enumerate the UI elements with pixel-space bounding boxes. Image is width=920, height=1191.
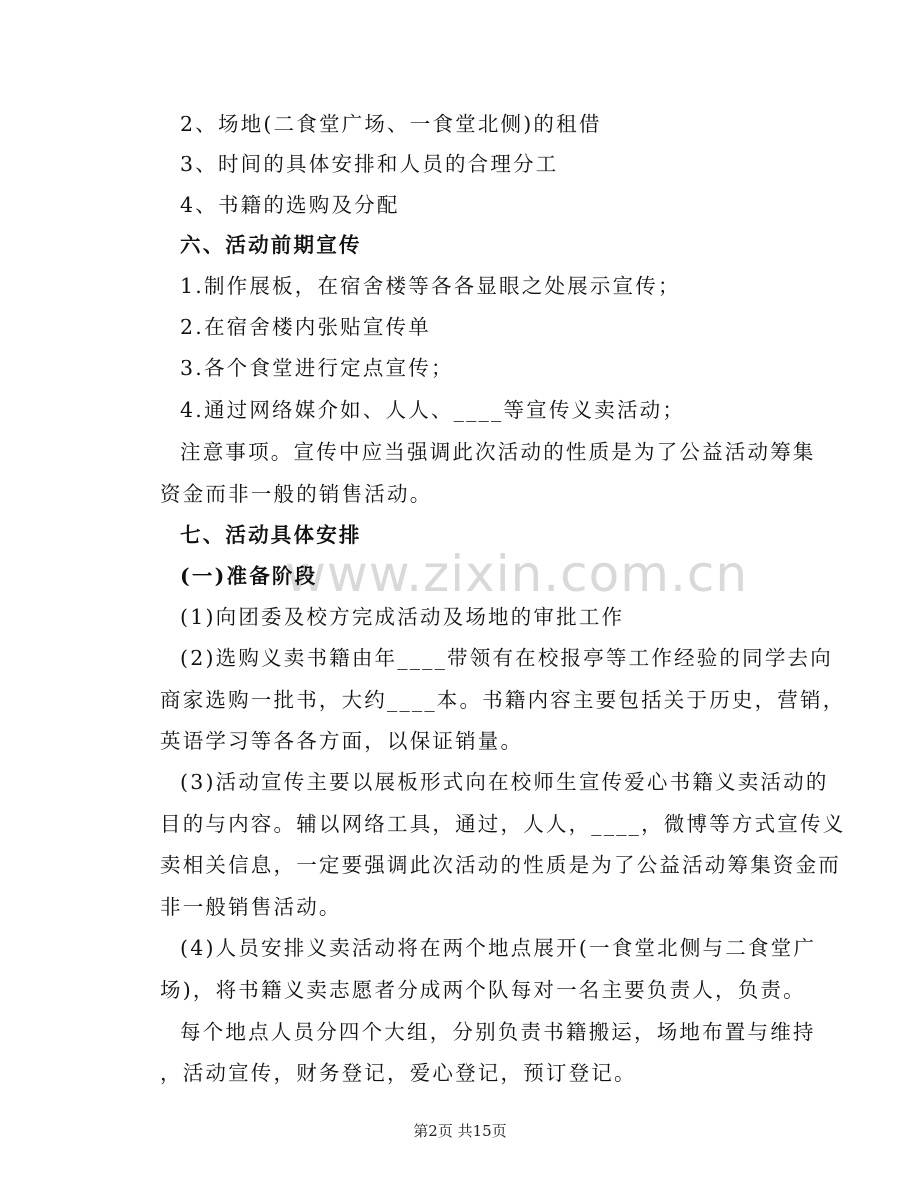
watermark: www.zixin.com.cn <box>285 545 749 603</box>
paragraph-publicity-cont-2: 卖相关信息，一定要强调此次活动的性质是为了公益活动筹集资金而 <box>160 853 841 877</box>
paragraph-purchase-cont-1: 商家选购一批书，大约____本。书籍内容主要包括关于历史，营销， <box>160 688 846 712</box>
page-number: 第2页 共15页 <box>413 1122 507 1140</box>
paragraph-groups-cont: ，活动宣传，财务登记，爱心登记，预订登记。 <box>160 1061 637 1085</box>
list-item-flyers: 2.在宿舍楼内张贴宣传单 <box>180 315 431 339</box>
list-item-approval: (1)向团委及校方完成活动及场地的审批工作 <box>180 605 625 629</box>
list-item-canteen: 3.各个食堂进行定点宣传； <box>180 356 454 380</box>
subsection-heading-preparation: (一)准备阶段 <box>180 564 318 588</box>
paragraph-staffing: (4)人员安排义卖活动将在两个地点展开(一食堂北侧与二食堂广 <box>180 936 817 960</box>
paragraph-staffing-cont: 场)，将书籍义卖志愿者分成两个队每对一名主要负责人，负责。 <box>160 978 806 1002</box>
paragraph-groups: 每个地点人员分四个大组，分别负责书籍搬运，场地布置与维持 <box>180 1020 816 1044</box>
paragraph-purchase-cont-2: 英语学习等各各方面，以保证销量。 <box>160 729 524 753</box>
paragraph-publicity-cont-1: 目的与内容。辅以网络工具，通过，人人，____，微博等方式宣传义 <box>160 812 846 836</box>
paragraph-publicity-cont-3: 非一般销售活动。 <box>160 895 342 919</box>
section-heading-arrangement: 七、活动具体安排 <box>180 523 362 547</box>
paragraph-notes-cont: 资金而非一般的销售活动。 <box>160 482 433 506</box>
list-item-online: 4.通过网络媒介如、人人、____等宣传义卖活动； <box>180 398 686 422</box>
list-item-display-boards: 1.制作展板，在宿舍楼等各各显眼之处展示宣传； <box>180 274 681 298</box>
list-item-schedule: 3、时间的具体安排和人员的合理分工 <box>180 152 559 176</box>
paragraph-purchase: (2)选购义卖书籍由年____带领有在校报亭等工作经验的同学去向 <box>180 646 833 670</box>
list-item-books: 4、书籍的选购及分配 <box>180 193 400 217</box>
paragraph-notes: 注意事项。宣传中应当强调此次活动的性质是为了公益活动筹集 <box>180 440 816 464</box>
section-heading-publicity: 六、活动前期宣传 <box>180 233 362 257</box>
list-item-venue-rental: 2、场地(二食堂广场、一食堂北侧)的租借 <box>180 112 602 136</box>
paragraph-publicity: (3)活动宣传主要以展板形式向在校师生宣传爱心书籍义卖活动的 <box>180 770 829 794</box>
